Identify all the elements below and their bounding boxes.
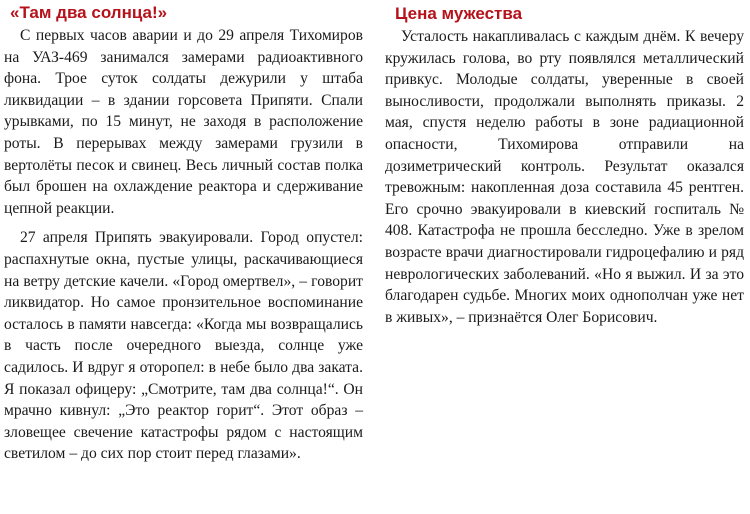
section-heading-two-suns: «Там два солнца!»	[10, 3, 168, 22]
body-paragraph: 27 апреля Припять эвакуировали. Город опустел: распахнутые окна, пустые улицы, раскачивающиеся на ветру детские качели. «Город омертвел», – говорит ликвидатор. Но самое пронзительное воспоминание осталось в памяти навсегда: «Когда мы возвращались в часть после очередного выезда, солнце уже садилось. И вдруг я оторопел: в небе было два заката. Я показал офицеру: „Смотрите, там два солнца!“. Он мрачно кивнул: „Это реактор горит“. Этот образ – зловещее свечение катастрофы рядом с настоящим светилом – до сих пор стоит перед глазами».	[4, 229, 363, 463]
body-paragraph: С первых часов аварии и до 29 апреля Тихомиров на УАЗ-469 занимался замерами радиоактивного фона. Трое суток солдаты дежурили у штаба ликвидации – в здании горсовета Припяти. Спали урывками, по 15 минут, не заходя в расположение роты. В перерывах между замерами грузили в вертолёты песок и свинец. Весь личный состав полка был брошен на охлаждение реактора и сдерживание цепной реакции.	[4, 27, 363, 217]
section-heading-price-of-courage: Цена мужества	[395, 4, 523, 23]
right-column	[385, 0, 744, 328]
body-paragraph: Усталость накапливалась с каждым днём. К вечеру кружилась голова, во рту появлялся металлический привкус. Молодые солдаты, уверенные в своей выносливости, продолжали выполнять приказы. 2 мая, спустя неделю работы в зоне радиационной опасности, Тихомирова отправили на дозиметрический контроль. Результат оказался тревожным: накопленная доза составила 45 рентген. Его срочно эвакуировали в киевский госпиталь № 408. Катастрофа не прошла бесследно. Уже в зрелом возрасте врачи диагностировали гидроцефалию и ряд неврологических заболеваний. «Но я выжил. И за это благодарен судьбе. Многих моих однополчан уже нет в живых», – признаётся Олег Борисович.	[385, 28, 744, 326]
left-column	[4, 0, 363, 465]
